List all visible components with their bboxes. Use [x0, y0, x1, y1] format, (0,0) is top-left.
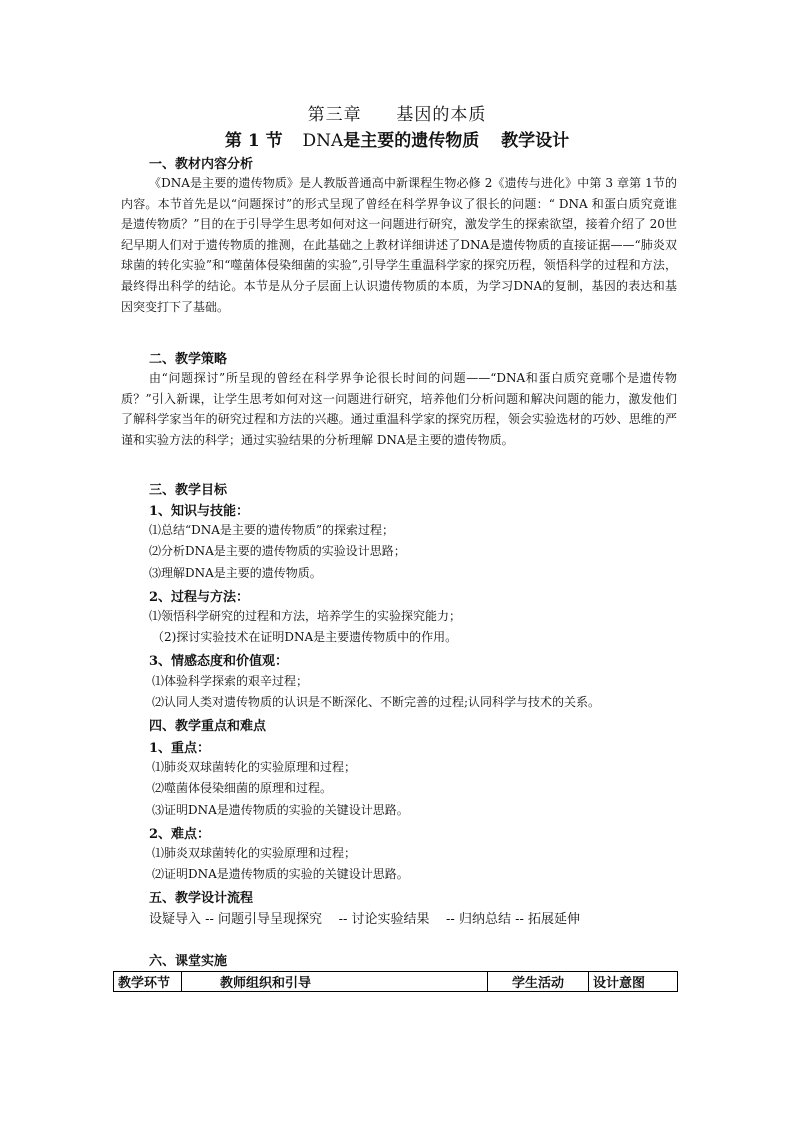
- sub-focus: 1、重点：: [149, 741, 211, 756]
- list-item: ⑴肺炎双球菌转化的实验原理和过程；: [152, 846, 357, 860]
- table-header-cell: 教师组织和引导: [182, 972, 488, 992]
- table-header-cell: 教学环节: [114, 972, 182, 992]
- sub-difficulty: 2、难点：: [149, 827, 211, 842]
- list-item: ⑶理解DNA是主要的遗传物质。: [149, 566, 322, 580]
- implementation-table: [113, 971, 678, 992]
- list-item: ⑵证明DNA是遗传物质的实验的关键设计思路。: [152, 867, 409, 881]
- section-number: 第 1 节: [224, 131, 283, 151]
- paragraph-strategy: 由“问题探讨”所呈现的曾经在科学界争论很长时间的问题——“DNA和蛋白质究竟哪个是遗传物质？”引入新课，让学生思考如何对这一问题进行研究，培养他们分析问题和解决问题的能力，激发他们了解科学家当年的研究过程和方法的兴趣。通过重温科学家的探究历程，领会实验选材的巧妙、思维的严谨和实验方法的科学；通过实验结果的分析理解 DNA是主要的遗传物质。: [121, 371, 677, 447]
- sub-knowledge: 1、知识与技能：: [149, 504, 250, 519]
- table-header-cell: 学生活动: [488, 972, 589, 992]
- list-item: ⑴体验科学探索的艰辛过程；: [152, 674, 309, 688]
- list-item: ⑵认同人类对遗传物质的认识是不断深化、不断完善的过程;认同科学与技术的关系。: [152, 695, 601, 709]
- list-item: ⑵分析DNA是主要的遗传物质的实验设计思路；: [149, 544, 406, 558]
- sub-attitude: 3、情感态度和价值观：: [149, 654, 289, 669]
- chapter-name: 基因的本质: [396, 105, 487, 125]
- heading-content-analysis: 一、教材内容分析: [149, 157, 254, 172]
- list-item: （2)探讨实验技术在证明DNA是主要遗传物质中的作用。: [152, 630, 458, 644]
- paragraph-content-analysis: 《DNA是主要的遗传物质》是人教版普通高中新课程生物必修 2《遗传与进化》中第 3 章第 1节的内容。本节首先是以“问题探讨”的形式呈现了曾经在科学界争议了很长的问题：“ DNA 和蛋白质究竟谁是遗传物质？”目的在于引导学生思考如何对这一问题进行研究，激发学生的探索欲望，接着介绍了 20世纪早期人们对于遗传物质的推测，在此基础之上教材详细讲述了DNA是遗传物质的直接证据——“肺炎双球菌的转化实验”和“噬菌体侵染细菌的实验”,引导学生重温科学家的探究历程，领悟科学的过程和方法，最终得出科学的结论。本节是从分子层面上认识遗传物质的本质，为学习DNA的复制，基因的表达和基因突变打下了基础。: [121, 176, 677, 314]
- design-flow: 设疑导入 -- 问题引导呈现探究 -- 讨论实验结果 -- 归纳总结 -- 拓展延伸: [149, 912, 580, 927]
- chapter-title: [0, 100, 794, 125]
- list-item: ⑵噬菌体侵染细菌的原理和过程。: [152, 781, 333, 795]
- heading-key-points: 四、教学重点和难点: [149, 719, 267, 734]
- section-title: [0, 126, 794, 151]
- heading-implementation: 六、课堂实施: [149, 954, 228, 969]
- table-header-cell: 设计意图: [589, 972, 678, 992]
- chapter-number: 第三章: [307, 105, 362, 125]
- section-topic: 是主要的遗传物质: [343, 131, 480, 151]
- list-item: ⑴领悟科学研究的过程和方法，培养学生的实验探究能力；: [149, 609, 462, 623]
- section-suffix: 教学设计: [501, 131, 570, 151]
- heading-objectives: 三、教学目标: [149, 483, 228, 498]
- sub-process: 2、过程与方法：: [149, 590, 250, 605]
- list-item: ⑴总结“DNA是主要的遗传物质”的探索过程；: [149, 523, 395, 537]
- list-item: ⑶证明DNA是遗传物质的实验的关键设计思路。: [152, 803, 409, 817]
- list-item: ⑴肺炎双球菌转化的实验原理和过程；: [152, 760, 357, 774]
- section-dna: DNA: [302, 131, 344, 151]
- table-header-row: [114, 972, 678, 992]
- heading-strategy: 二、教学策略: [149, 352, 228, 367]
- heading-design-flow: 五、教学设计流程: [149, 891, 254, 906]
